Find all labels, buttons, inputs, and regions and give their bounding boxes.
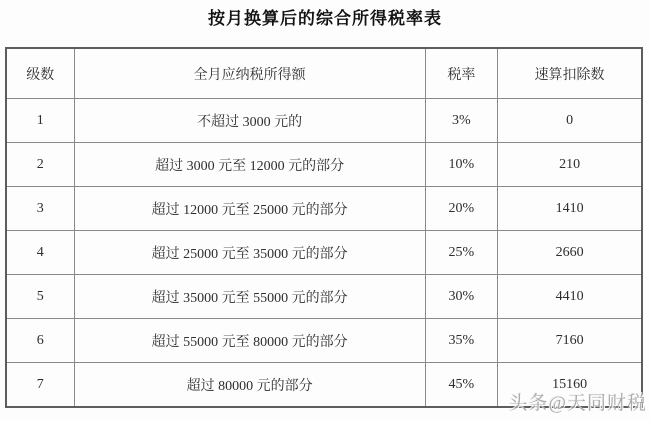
- column-header: 级数: [6, 48, 74, 99]
- table-cell: 15160: [498, 363, 642, 408]
- table-row: [6, 99, 642, 143]
- table-cell: 210: [498, 143, 642, 187]
- table-cell: 超过 12000 元至 25000 元的部分: [74, 187, 425, 231]
- table-cell: 超过 80000 元的部分: [74, 363, 425, 408]
- table-cell: 超过 55000 元至 80000 元的部分: [74, 319, 425, 363]
- table-cell: 3: [6, 187, 74, 231]
- table-cell: 超过 35000 元至 55000 元的部分: [74, 275, 425, 319]
- table-row: [6, 275, 642, 319]
- table-cell: 25%: [425, 231, 498, 275]
- table-cell: 1: [6, 99, 74, 143]
- table-cell: 45%: [425, 363, 498, 408]
- table-cell: 0: [498, 99, 642, 143]
- table-cell: 3%: [425, 99, 498, 143]
- table-row: [6, 231, 642, 275]
- page-title: 按月换算后的综合所得税率表: [208, 9, 442, 28]
- table-cell: 7160: [498, 319, 642, 363]
- table-header-row: [6, 48, 642, 99]
- table-cell: 5: [6, 275, 74, 319]
- table-cell: 2660: [498, 231, 642, 275]
- table-cell: 4: [6, 231, 74, 275]
- watermark: 头条@天同财税: [508, 393, 647, 414]
- table-cell: 10%: [425, 143, 498, 187]
- column-header: 全月应纳税所得额: [74, 48, 425, 99]
- tax-rate-table: [5, 47, 643, 408]
- table-cell: 4410: [498, 275, 642, 319]
- table-row: [6, 319, 642, 363]
- table-cell: 30%: [425, 275, 498, 319]
- table-cell: 35%: [425, 319, 498, 363]
- table-cell: 6: [6, 319, 74, 363]
- table-cell: 7: [6, 363, 74, 408]
- table-cell: 2: [6, 143, 74, 187]
- table-cell: 超过 25000 元至 35000 元的部分: [74, 231, 425, 275]
- table-cell: 20%: [425, 187, 498, 231]
- column-header: 税率: [425, 48, 498, 99]
- table-cell: 超过 3000 元至 12000 元的部分: [74, 143, 425, 187]
- column-header: 速算扣除数: [498, 48, 642, 99]
- table-row: [6, 143, 642, 187]
- table-cell: 1410: [498, 187, 642, 231]
- table-cell: 不超过 3000 元的: [74, 99, 425, 143]
- table-row: [6, 187, 642, 231]
